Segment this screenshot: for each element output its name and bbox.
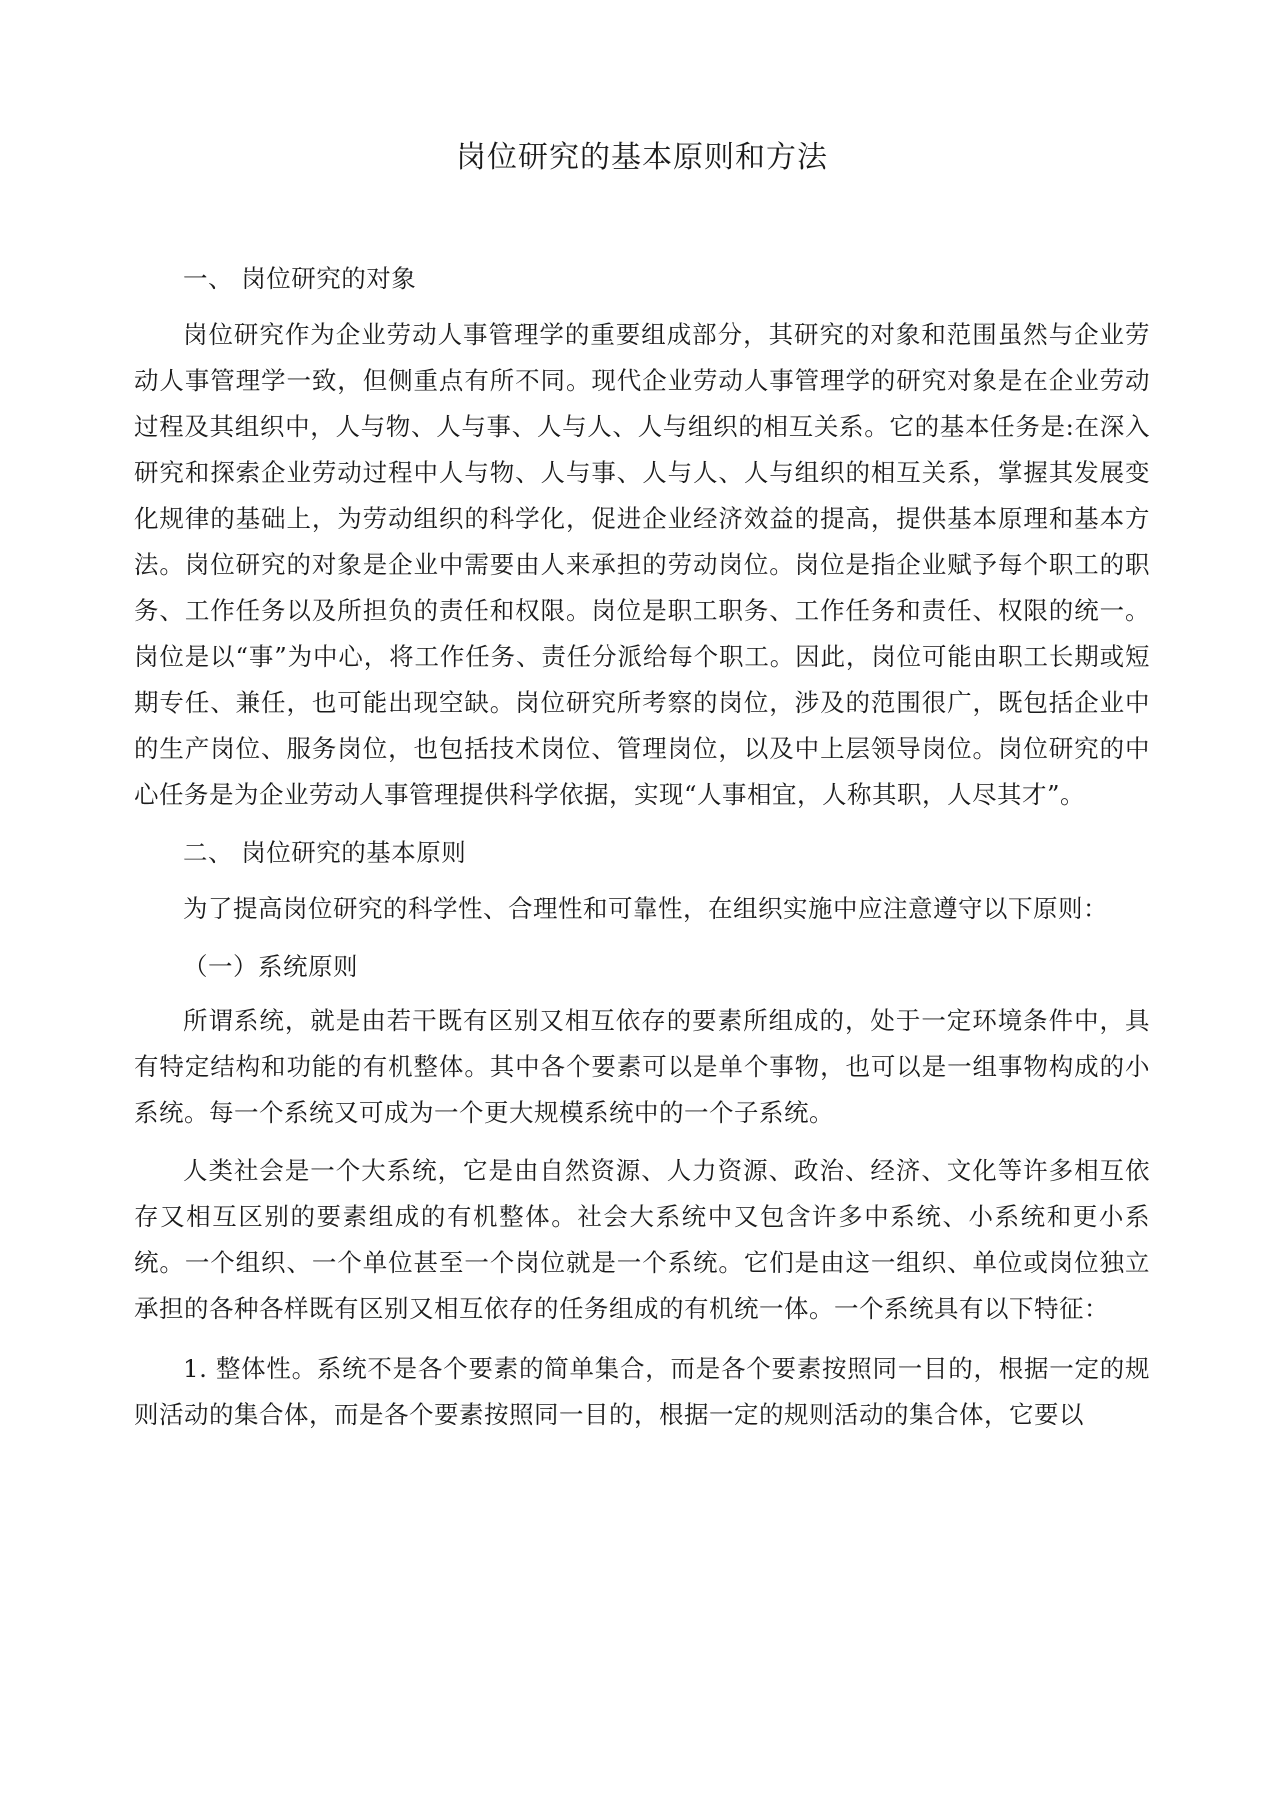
list-item-integrity: 1. 整体性。系统不是各个要素的简单集合，而是各个要素按照同一目的，根据一定的规则活动的集合体，而是各个要素按照同一目的，根据一定的规则活动的集合体，它要以 xyxy=(134,1354,1150,1429)
paragraph-society-system: 人类社会是一个大系统，它是由自然资源、人力资源、政治、经济、文化等许多相互依存又相互区别的要素组成的有机整体。社会大系统中又包含许多中系统、小系统和更小系统。一个组织、一个单位甚至一个岗位就是一个系统。它们是由这一组织、单位或岗位独立承担的各种各样既有区别又相互依存的任务组成的有机统一体。一个系统具有以下特征： xyxy=(134,1156,1150,1323)
paragraph-principles-intro: 为了提高岗位研究的科学性、合理性和可靠性，在组织实施中应注意遵守以下原则： xyxy=(183,894,1108,923)
paragraph-system-definition: 所谓系统，就是由若干既有区别又相互依存的要素所组成的，处于一定环境条件中，具有特定结构和功能的有机整体。其中各个要素可以是单个事物，也可以是一组事物构成的小系统。每一个系统又可成为一个更大规模系统中的一个子系统。 xyxy=(134,1006,1150,1127)
subheading-system-principle: （一）系统原则 xyxy=(183,952,358,981)
document-title: 岗位研究的基本原则和方法 xyxy=(456,140,828,175)
section-heading-principles: 二、 岗位研究的基本原则 xyxy=(183,838,467,867)
paragraph-object-description: 岗位研究作为企业劳动人事管理学的重要组成部分，其研究的对象和范围虽然与企业劳动人事管理学一致，但侧重点有所不同。现代企业劳动人事管理学的研究对象是在企业劳动过程及其组织中，人与物、人与事、人与人、人与组织的相互关系。它的基本任务是:在深入研究和探索企业劳动过程中人与物、人与事、人与人、人与组织的相互关系，掌握其发展变化规律的基础上，为劳动组织的科学化，促进企业经济效益的提高，提供基本原理和基本方法。岗位研究的对象是企业中需要由人来承担的劳动岗位。岗位是指企业赋予每个职工的职务、工作任务以及所担负的责任和权限。岗位是职工职务、工作任务和责任、权限的统一。岗位是以“事”为中心，将工作任务、责任分派给每个职工。因此，岗位可能由职工长期或短期专任、兼任，也可能出现空缺。岗位研究所考察的岗位，涉及的范围很广，既包括企业中的生产岗位、服务岗位，也包括技术岗位、管理岗位，以及中上层领导岗位。岗位研究的中心任务是为企业劳动人事管理提供科学依据，实现“人事相宜，人称其职，人尽其才”。 xyxy=(134,320,1150,809)
section-heading-object: 一、 岗位研究的对象 xyxy=(183,264,417,293)
